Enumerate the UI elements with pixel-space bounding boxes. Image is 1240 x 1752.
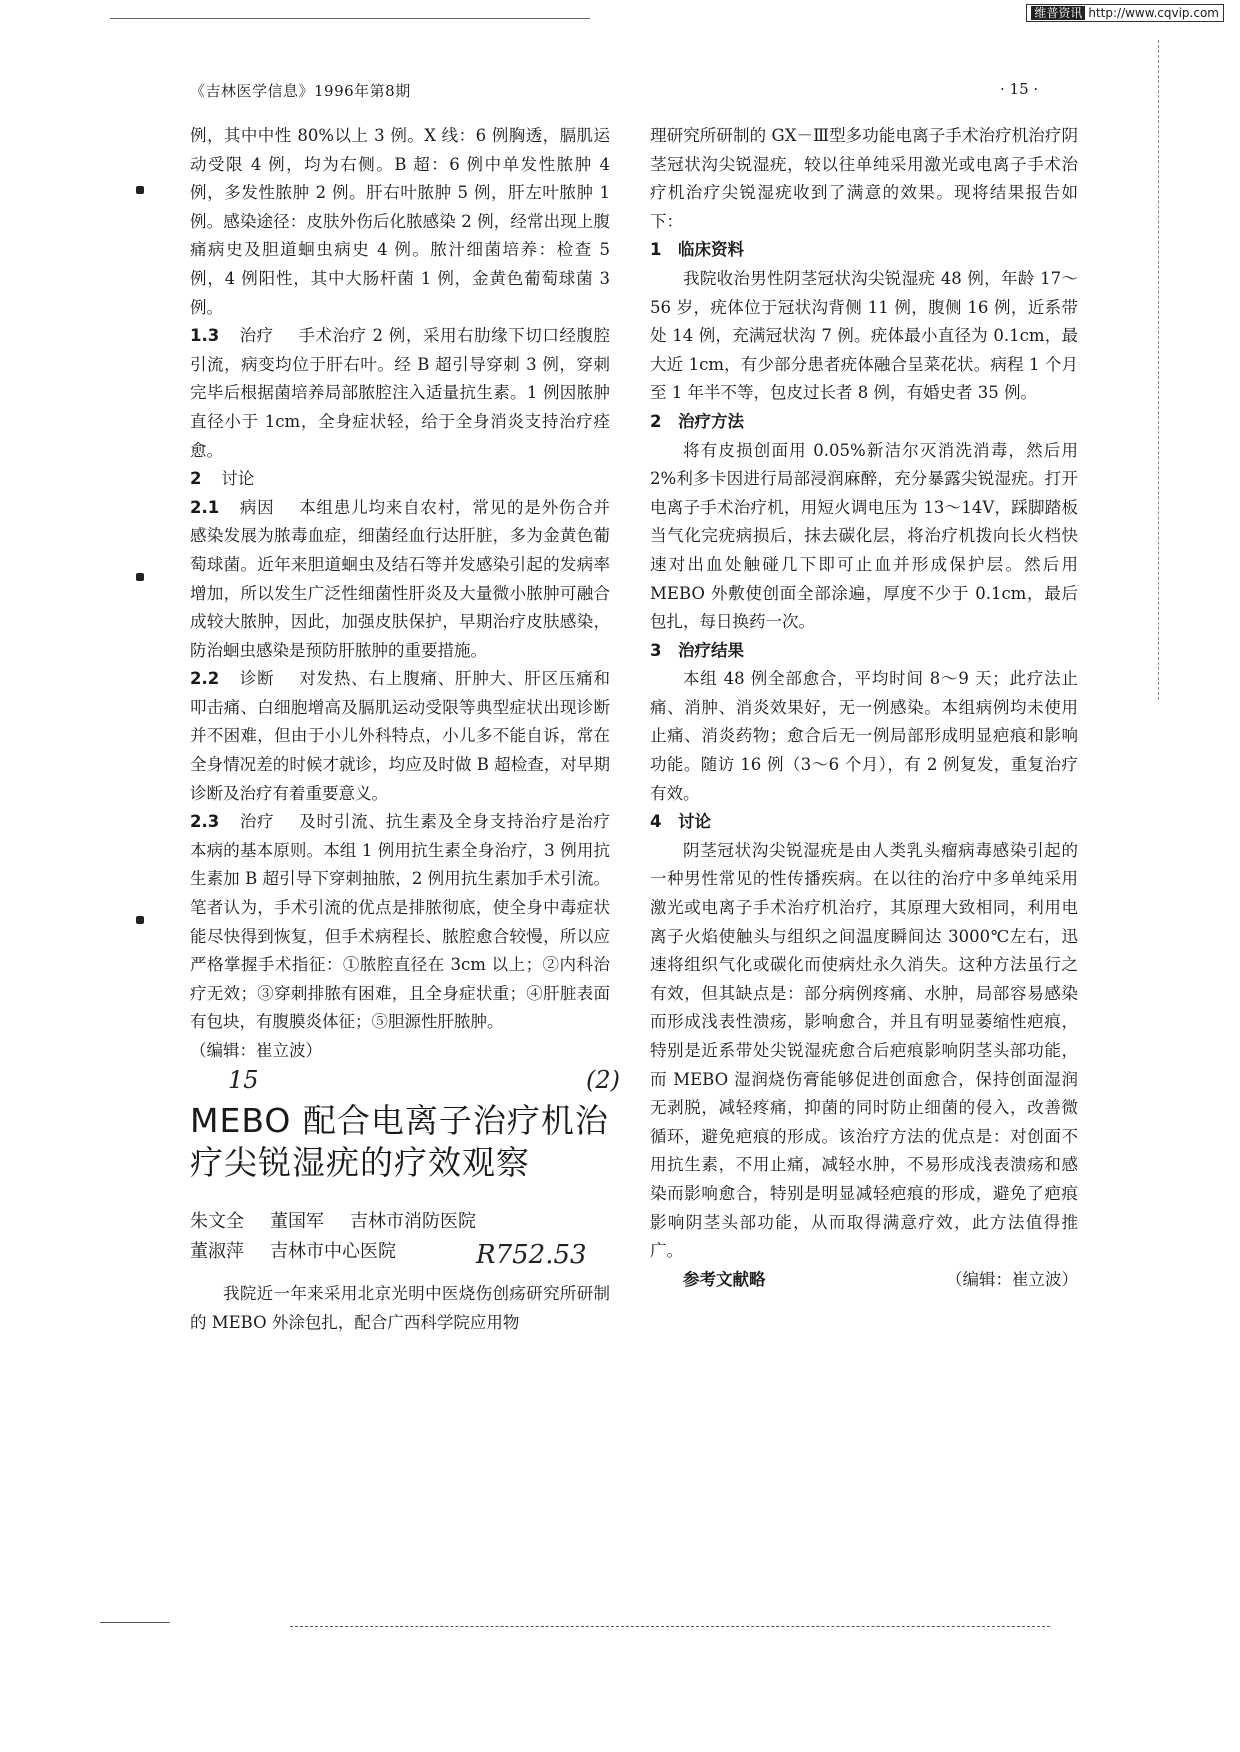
page-number: · 15 · [1000,80,1039,98]
paragraph: 我院收治男性阴茎冠状沟尖锐湿疣 48 例，年龄 17～56 岁，疣体位于冠状沟背侧 11 例，腹侧 16 例，近系带处 14 例，充满冠状沟 7 例。疣体最小直径为 0.1cm，最大近 1cm，有少部分患者疣体融合呈菜花状。病程 1 个月至 1 年半不等，包皮过长者 8 例，有婚史者 35 例。 [650,268,1078,403]
section-heading: 4 讨论 [650,812,711,832]
section-number: 2.3 [190,812,220,832]
author-line-2 [190,1237,502,1267]
section-text: 手术治疗 2 例，采用右肋缘下切口经腹腔引流，病变均位于肝右叶。经 B 超引导穿刺 3 例，穿刺完毕后根据菌培养局部脓腔注入适量抗生素。1 例因脓肿直径小于 1cm，全身症状轻，给于全身消炎支持治疗痊愈。 [190,326,611,460]
footer-rule [100,1622,170,1623]
section-heading: 3 治疗结果 [650,640,744,660]
author-affiliation: 吉林市消防医院 [350,1211,476,1232]
paragraph: 本组 48 例全部愈合，平均时间 8～9 天；此疗法止痛、消肿、消炎效果好，无一例感染。本组病例均未使用止痛、消炎药物；愈合后无一例局部形成明显疤痕和影响功能。随访 16 例（3～6 个月），有 2 例复发，重复治疗有效。 [650,669,1078,803]
paragraph: 理研究所研制的 GX－Ⅲ型多功能电离子手术治疗机治疗阴茎冠状沟尖锐湿疣，较以往单纯采用激光或电离子手术治疗机治疗尖锐湿疣收到了满意的效果。现将结果报告如下： [650,126,1078,231]
running-head: 《吉林医学信息》1996年第8期 [190,82,411,100]
section-number: 1.3 [190,326,220,346]
section-number: 2.2 [190,669,220,689]
section-2-1 [190,494,610,666]
section-title: 治疗 [239,812,275,832]
watermark [1026,4,1224,22]
author-line-1 [190,1207,502,1237]
article-intro [190,1280,610,1337]
section-1-3 [190,322,610,465]
watermark-name: 维普资讯 [1031,6,1085,20]
author-name: 董淑萍 [190,1241,244,1262]
references-line [650,1266,1078,1295]
author-name: 朱文全 [190,1211,244,1232]
section-title: 诊断 [239,669,275,689]
edge-rule [1158,40,1160,700]
scan-mark [136,186,144,194]
scan-mark [136,573,144,581]
scan-mark [136,916,144,924]
section-2-heading [190,465,610,494]
editor-note: （编辑：崔立波） [190,1041,322,1060]
section-text: 本组患儿均来自农村，常见的是外伤合并感染发展为脓毒血症，细菌经血行达肝脏，多为金黄色葡萄球菌。近年来胆道蛔虫及结石等并发感染引起的发病率增加，所以发生广泛性细菌性肝炎及大量微小脓肿可融合成较大脓肿，因此，加强皮肤保护，早期治疗皮肤感染，防治蛔虫感染是预防肝脓肿的重要措施。 [190,497,611,660]
paragraph: 阴茎冠状沟尖锐湿疣是由人类乳头瘤病毒感染引起的一种男性常见的性传播疾病。在以往的治疗中多单纯采用激光或电离子手术治疗机治疗，其原理大致相同，利用电离子火焰使触头与组织之间温度瞬间达 3000℃左右，迅速将组织气化或碳化而使病灶永久消失。这种方法虽行之有效，但其缺点是：部分病例疼痛、水肿，局部容易感染而形成浅表性溃疡，影响愈合，并且有明显萎缩性疤痕，特别是近系带处尖锐湿疣愈合后疤痕影响阴茎头部功能，而 MEBO 湿润烧伤膏能够促进创面愈合，保持创面湿润无剥脱，减轻疼痛，抑菌的同时防止细菌的侵入，改善微循环，避免疤痕的形成。该治疗方法的优点是：对创面不用抗生素，不用止痛，减轻水肿，不易形成浅表溃疡和感染而影响愈合，特别是明显减轻疤痕的形成，避免了疤痕影响阴茎头部功能，从而取得满意疗效，此方法值得推广。 [650,840,1078,1261]
section-title: 治疗 [239,326,274,346]
section-heading: 1 临床资料 [650,240,744,260]
section-2-2 [190,665,610,808]
watermark-url: http://www.cqvip.com [1088,6,1219,20]
section-title: 讨论 [221,469,255,489]
paragraph: 将有皮损创面用 0.05%新洁尔灭消洗消毒，然后用 2%利多卡因进行局部浸润麻醉，充分暴露尖锐湿疣。打开电离子手术治疗机，用短火调电压为 13～14V，踩脚踏板当气化完疣病损后，抹去碳化层，将治疗机拨向长火档快速对出血处触碰几下即可止血并形成保护层。然后用 MEBO 外敷使创面全部涂遍，厚度不少于 0.1cm，最后包扎，每日换药一次。 [650,440,1078,632]
section-heading: 2 治疗方法 [650,411,744,431]
section-text: 及时引流、抗生素及全身支持治疗是治疗本病的基本原则。本组 1 例用抗生素全身治疗，3 例用抗生素加 B 超引导下穿刺抽脓，2 例用抗生素加手术引流。笔者认为，手术引流的优点是排脓彻底，使全身中毒症状能尽快得到恢复，但手术病程长、脓腔愈合较慢，所以应严格掌握手术指征：①脓腔直径在 3cm 以上；②内科治疗无效；③穿刺排脓有困难，且全身症状重；④肝脏表面有包块，有腹膜炎体征；⑤胆源性肝脓肿。 [190,812,611,1032]
right-column [650,122,1078,1294]
author-affiliation: 吉林市中心医院 [270,1241,396,1262]
author-name: 董国军 [270,1211,324,1232]
handwritten-class-code: R752.53 [476,1240,587,1270]
handwritten-page-mark: 15 [228,1066,259,1094]
paragraph: 例，其中中性 80%以上 3 例。X 线：6 例胸透，膈肌运动受限 4 例，均为右侧。B 超：6 例中单发性脓肿 4 例，多发性脓肿 2 例。肝右叶脓肿 5 例，肝左叶脓肿 1 例。感染途径：皮肤外伤后化脓感染 2 例，经常出现上腹痛病史及胆道蛔虫病史 4 例。脓汁细菌培养：检查 5 例，4 例阳性，其中大肠杆菌 1 例，金黄色葡萄球菌 3 例。 [190,126,610,317]
editor-note: （编辑：崔立波） [946,1269,1078,1289]
footer-rule [290,1626,1050,1627]
authors [190,1207,502,1267]
section-text: 对发热、右上腹痛、肝肿大、肝区压痛和叩击痛、白细胞增高及膈肌运动受限等典型症状出现诊断并不困难，但由于小儿外科特点，小儿多不能自诉，常在全身情况差的时候才就诊，均应及时做 B 超检查，对早期诊断及治疗有着重要意义。 [190,669,611,803]
paragraph: 我院近一年来采用北京光明中医烧伤创疡研究所研制的 MEBO 外涂包扎，配合广西科学院应用物 [190,1284,610,1332]
section-2-3 [190,808,610,1037]
section-number: 2.1 [190,497,220,517]
section-title: 病因 [239,497,275,517]
article-title: MEBO 配合电离子治疗机治疗尖锐湿疣的疗效观察 [190,1101,609,1182]
handwritten-article-mark: (2) [586,1066,620,1094]
left-column [190,122,610,1066]
section-number: 2 [190,469,202,489]
top-rule [110,18,590,19]
references-title: 参考文献略 [683,1269,766,1289]
